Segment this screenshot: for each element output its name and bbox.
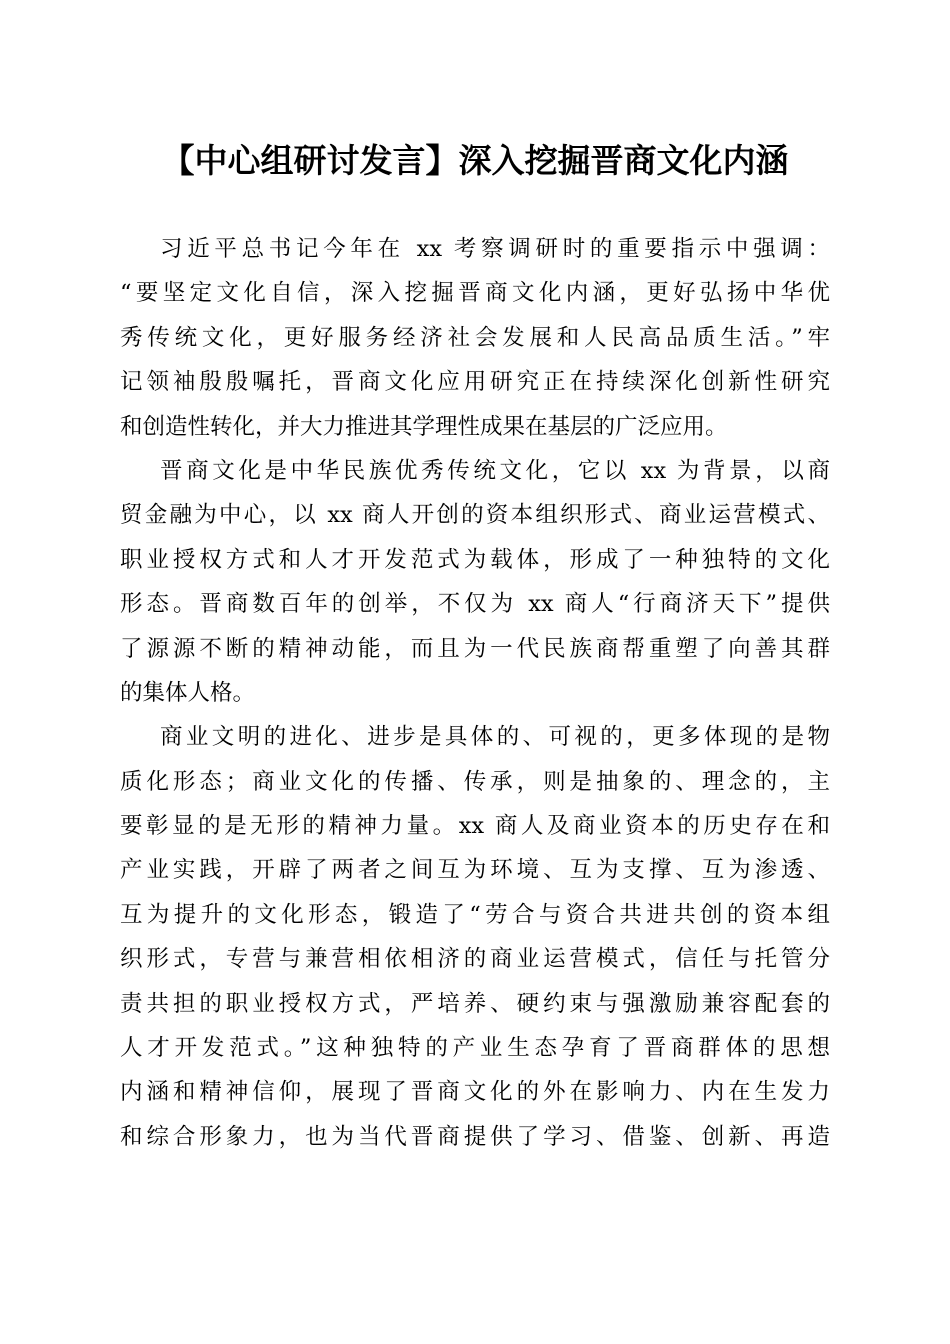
paragraph-2-line-5: 了源源不断的精神动能，而且为一代民族商帮重塑了向善其群: [120, 635, 830, 662]
paragraph-3-line-3: 要彰显的是无形的精神力量。xx 商人及商业资本的历史存在和: [120, 813, 830, 840]
paragraph-3-line-9: 内涵和精神信仰，展现了晋商文化的外在影响力、内在生发力: [120, 1079, 830, 1106]
paragraph-3-line-8: 人才开发范式。”这种独特的产业生态孕育了晋商群体的思想: [120, 1035, 830, 1062]
paragraph-2-line-6: 的集体人格。: [120, 679, 256, 706]
paragraph-1-line-2: “要坚定文化自信，深入挖掘晋商文化内涵，更好弘扬中华优: [120, 280, 830, 307]
paragraph-3-line-4: 产业实践，开辟了两者之间互为环境、互为支撑、互为渗透、: [120, 857, 830, 884]
paragraph-3-line-5: 互为提升的文化形态，锻造了“劳合与资合共进共创的资本组: [120, 901, 830, 928]
paragraph-3-line-1: 商业文明的进化、进步是具体的、可视的，更多体现的是物: [160, 724, 830, 751]
document-title: 【中心组研讨发言】深入挖掘晋商文化内涵: [161, 141, 789, 180]
paragraph-1-line-3: 秀传统文化，更好服务经济社会发展和人民高品质生活。”牢: [120, 324, 830, 351]
paragraph-3-line-2: 质化形态；商业文化的传播、传承，则是抽象的、理念的，主: [120, 768, 830, 795]
paragraph-2-line-2: 贸金融为中心，以 xx 商人开创的资本组织形式、商业运营模式、: [120, 502, 830, 529]
paragraph-1-line-1: 习近平总书记今年在 xx 考察调研时的重要指示中强调：: [160, 236, 830, 262]
paragraph-1-line-5: 和创造性转化，并大力推进其学理性成果在基层的广泛应用。: [120, 413, 728, 440]
paragraph-3-line-10: 和综合形象力，也为当代晋商提供了学习、借鉴、创新、再造: [120, 1123, 830, 1150]
paragraph-2-line-4: 形态。晋商数百年的创举，不仅为 xx 商人“行商济天下”提供: [120, 591, 830, 618]
paragraph-1-line-4: 记领袖殷殷嘱托，晋商文化应用研究正在持续深化创新性研究: [120, 369, 830, 396]
document-body: [120, 234, 830, 1166]
paragraph-2-line-1: 晋商文化是中华民族优秀传统文化，它以 xx 为背景，以商: [160, 457, 830, 484]
paragraph-2-line-3: 职业授权方式和人才开发范式为载体，形成了一种独特的文化: [120, 546, 830, 573]
paragraph-3-line-7: 责共担的职业授权方式，严培养、硬约束与强激励兼容配套的: [120, 990, 830, 1017]
paragraph-3-line-6: 织形式，专营与兼营相依相济的商业运营模式，信任与托管分: [120, 946, 830, 973]
